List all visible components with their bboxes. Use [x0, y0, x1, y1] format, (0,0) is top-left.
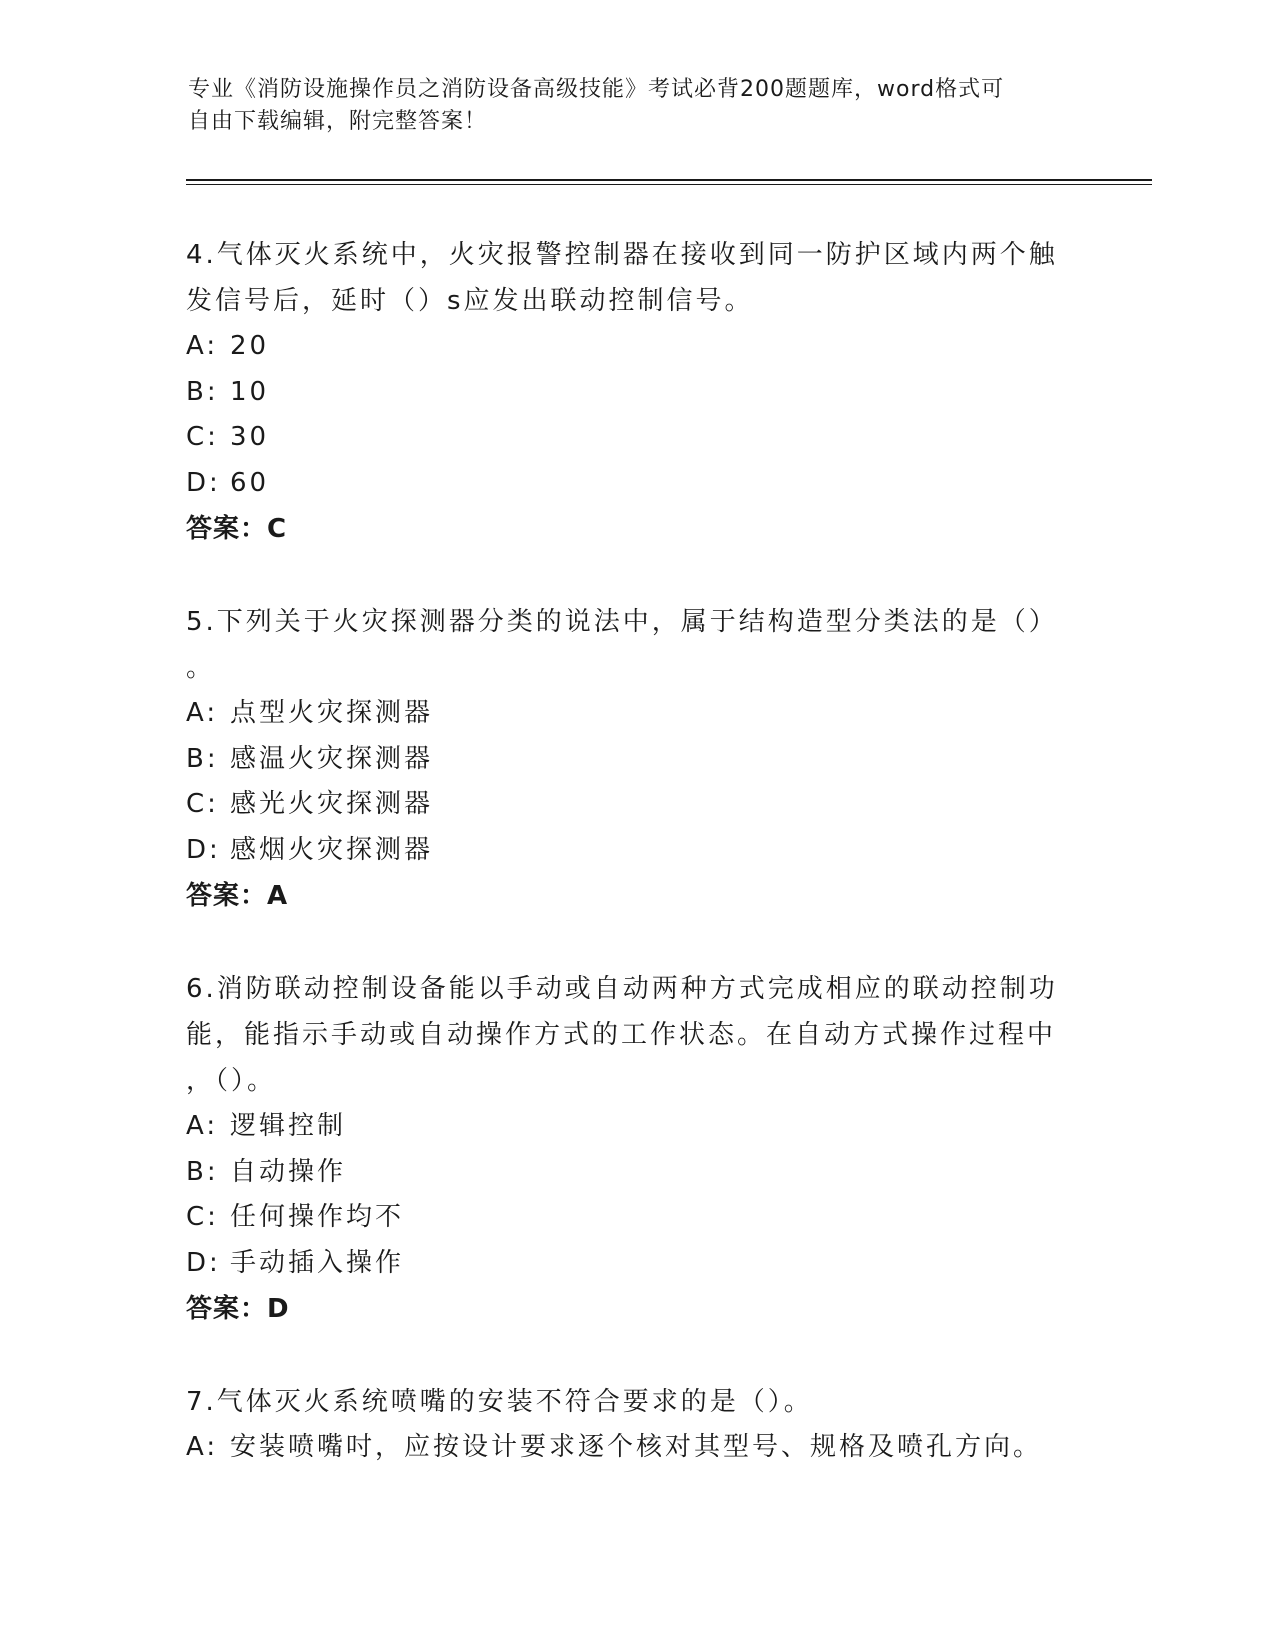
option-a	[186, 1104, 1066, 1150]
question-list	[186, 232, 1066, 1518]
question-6	[186, 966, 1066, 1332]
option-label: A:	[186, 1111, 219, 1141]
question-4	[186, 232, 1066, 552]
option-d	[186, 461, 1066, 507]
option-text: 逻辑控制	[230, 1111, 347, 1141]
question-text	[186, 232, 1066, 324]
question-line: 5.下列关于火灾探测器分类的说法中，属于结构造型分类法的是（）	[186, 607, 1058, 637]
option-text: 60	[230, 467, 270, 498]
option-c	[186, 415, 1066, 461]
question-text	[186, 966, 1066, 1104]
option-label: D:	[186, 834, 221, 865]
question-7	[186, 1379, 1066, 1471]
option-c	[186, 1195, 1066, 1241]
option-b	[186, 1150, 1066, 1196]
option-d	[186, 828, 1066, 874]
option-label: A:	[186, 1432, 219, 1462]
option-text: 感温火灾探测器	[230, 743, 434, 774]
option-label: C:	[186, 1202, 219, 1232]
question-line: 4.气体灭火系统中，火灾报警控制器在接收到同一防护区域内两个触	[186, 240, 1058, 270]
header-divider	[186, 179, 1152, 181]
option-label: C:	[186, 422, 219, 452]
question-line: 7.气体灭火系统喷嘴的安装不符合要求的是（）。	[186, 1387, 813, 1417]
option-text: 感烟火灾探测器	[230, 834, 434, 865]
question-line: 能，能指示手动或自动操作方式的工作状态。在自动方式操作过程中	[186, 1020, 1057, 1050]
question-line: 。	[186, 653, 216, 683]
header-divider-thin	[186, 184, 1152, 185]
option-label: A:	[186, 698, 219, 728]
option-label: D:	[186, 467, 221, 498]
option-text: 安装喷嘴吋，应按设计要求逐个核对其型号、规格及喷孔方向。	[230, 1432, 1043, 1462]
option-text: 自动操作	[230, 1156, 347, 1187]
option-label: B:	[186, 743, 219, 774]
question-line: 6.消防联动控制设备能以手动或自动两种方式完成相应的联动控制功	[186, 974, 1058, 1004]
option-a	[186, 1425, 1066, 1471]
option-text: 20	[230, 331, 270, 361]
option-text: 任何操作均不	[230, 1202, 405, 1232]
option-d	[186, 1241, 1066, 1287]
option-text: 10	[230, 376, 270, 407]
option-a	[186, 324, 1066, 370]
option-text: 点型火灾探测器	[230, 698, 434, 728]
option-c	[186, 782, 1066, 828]
header-line-1: 专业《消防设施操作员之消防设备高级技能》考试必背200题题库，word格式可	[188, 77, 1005, 102]
answer: 答案：A	[186, 881, 289, 911]
question-text	[186, 599, 1066, 691]
option-label: A:	[186, 331, 219, 361]
document-header	[188, 74, 1088, 138]
option-label: C:	[186, 789, 219, 819]
question-line: ，（）。	[186, 1066, 277, 1096]
option-label: B:	[186, 376, 219, 407]
option-text: 手动插入操作	[230, 1247, 405, 1278]
option-label: D:	[186, 1247, 221, 1278]
question-text	[186, 1379, 1066, 1425]
answer: 答案：D	[186, 1294, 290, 1324]
option-a	[186, 691, 1066, 737]
header-line-2: 自由下载编辑，附完整答案！	[188, 109, 488, 134]
answer: 答案：C	[186, 514, 288, 544]
option-text: 30	[230, 422, 270, 452]
option-b	[186, 737, 1066, 783]
option-b	[186, 370, 1066, 416]
question-line: 发信号后，延时（）s应发出联动控制信号。	[186, 286, 754, 316]
option-label: B:	[186, 1156, 219, 1187]
option-text: 感光火灾探测器	[230, 789, 434, 819]
question-5	[186, 599, 1066, 919]
